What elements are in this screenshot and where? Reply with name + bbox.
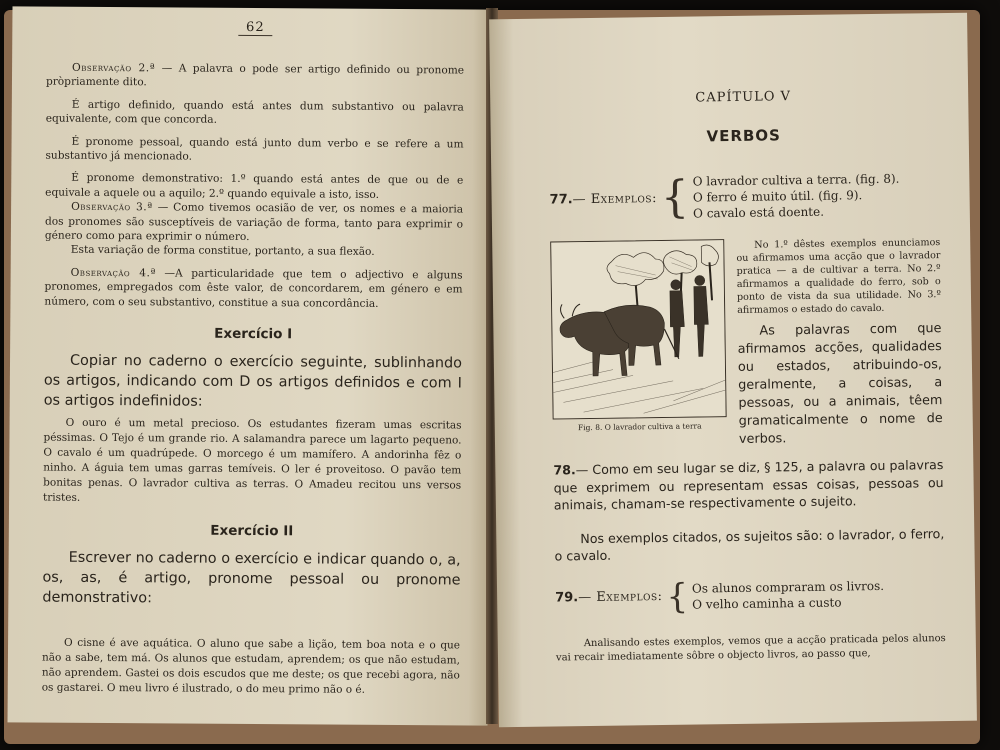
- flexao-line: Esta variação de forma constitue, portanto, a sua flexão.: [70, 244, 375, 259]
- example-line: O lavrador cultiva a terra. (fig. 8).: [692, 171, 900, 189]
- analisando-paragraph: Analisando estes exemplos, vemos que a acção praticada pelos alunos vai recair imediatamente sôbre o objecto livros, ao passo que,: [555, 632, 946, 663]
- section-77-label: [549, 191, 657, 207]
- observation-2: [46, 61, 464, 93]
- page-number-wrap: [46, 15, 464, 52]
- oxen-plough-engraving-icon: [550, 239, 726, 419]
- pronome-demonstrativo-rule: É pronome demonstrativo: 1.º quando está antes de que ou de e equivale a aquele ou a aquilo; 2.º quando equivale a isto, isso.: [45, 172, 464, 201]
- observation-4: [44, 265, 462, 311]
- exercise-2-title: Exercício II: [210, 522, 294, 540]
- figure-block: [550, 236, 943, 451]
- chapter-heading: CAPÍTULO V: [695, 89, 792, 106]
- example-line: Os alunos compraram os livros.: [691, 578, 885, 596]
- left-page: [8, 6, 493, 725]
- section-77-list: [693, 171, 900, 222]
- verbos-definition: As palavras com que afirmamos acções, qualidades ou estados, atribuindo-os, geralmente, a coisas, a pessoas, ou a animais, têem gramaticalmente o nome de verbos.: [737, 321, 943, 447]
- figure-8: [550, 239, 727, 451]
- section-79-number: 79.: [555, 590, 579, 606]
- observation-3-text: — Como tivemos ocasião de ver, os nomes e a maioria dos pronomes são susceptíveis de variação de forma, tanto para exprimir o género como para exprimir o número.: [44, 201, 464, 244]
- example-line: O velho caminha a custo: [692, 595, 842, 612]
- page-number: 62: [238, 20, 273, 36]
- exercise-1-instruction: Copiar no caderno o exercício seguinte, sublinhando os artigos, indicando com D os artigos definidos e com I os artigos indefinidos:: [43, 352, 463, 410]
- observation-2-text: — A palavra o pode ser artigo definido ou pronome pròpriamente dito.: [45, 62, 465, 89]
- chapter-title: VERBOS: [706, 126, 782, 146]
- section-78: [553, 456, 944, 514]
- observation-4-heading: Observação 4.ª: [70, 266, 156, 280]
- section-79-list: [692, 577, 884, 612]
- brace-icon: {: [666, 576, 689, 617]
- section-78-number: 78.: [553, 462, 576, 478]
- exercise-1-title: Exercício I: [214, 325, 293, 343]
- sujeitos-paragraph: Nos exemplos citados, os sujeitos são: o lavrador, o ferro, o cavalo.: [554, 525, 945, 564]
- section-79-label: [555, 589, 663, 605]
- exercise-1-text: O ouro é um metal precioso. Os estudantes fizeram umas escritas péssimas. O Tejo é um grande rio. A salamandra parece um lagarto pequeno. O cavalo é um quadrúpede. O morcego é um mamífero. A andorinha fêz o ninho. A águia tem umas garras temíveis. O ler é proveitoso. O pavão tem bonitas penas. O lavrador cultiva as terras. O Amadeu recitou uns versos tristes.: [43, 416, 462, 504]
- section-78-text: — Como em seu lugar se diz, § 125, a palavra ou palavras que exprimem ou representam essas coisas, pessoas ou animais, chamam-se respectivamente o sujeito.: [553, 457, 944, 513]
- artigo-definido-rule: É artigo definido, quando está antes dum substantivo ou palavra equivalente, com que concorda.: [45, 98, 464, 126]
- example-line: O cavalo está doente.: [693, 204, 825, 221]
- observation-3-heading: Observação 3.ª: [71, 200, 153, 214]
- figure-caption: Fig. 8. O lavrador cultiva a terra: [577, 421, 702, 433]
- section-77-examples: [549, 170, 940, 223]
- observation-3: [45, 200, 463, 246]
- section-79-examples: [555, 576, 945, 615]
- observation-2-heading: Observação 2.ª: [72, 61, 156, 75]
- section-77-number: 77.: [549, 191, 573, 208]
- section-79-exemplos: — Exemplos:: [578, 589, 663, 606]
- observation-4-text: —A particularidade que tem o adjectivo e alguns pronomes, empregados com êste valor, de concordarem, em género e em número, com o seu substantivo, constitue a sua concordância.: [44, 267, 463, 310]
- section-77-exemplos: — Exemplos:: [572, 190, 658, 207]
- figure-side-text: [724, 236, 943, 449]
- exercise-2-instruction: Escrever no caderno o exercício e indicar quando o, a, os, as, é artigo, pronome pessoal ou pronome demonstrativo:: [42, 549, 461, 607]
- brace-icon: {: [660, 171, 690, 223]
- right-page: [489, 13, 977, 728]
- figure-note: No 1.º dêstes exemplos enunciamos ou afirmamos uma acção que o lavrador pratica — a de cultivar a terra. No 2.º afirmamos a qualidade do ferro, sob o ponto de vista da sua utilidade. No 3.º afirmamos o estado do cavalo.: [736, 237, 942, 316]
- exercise-2-text: O cisne é ave aquática. O aluno que sabe a lição, tem boa nota e o que não a sabe, tem má. Os alunos que estudam, aprendem; os que não estudam, não aprendem. Gastei os dois escudos que me deste; os que recebi agora, não os gastarei. O meu livro é ilustrado, o do meu primo não o é.: [41, 636, 461, 696]
- pronome-pessoal-rule: É pronome pessoal, quando está junto dum verbo e se refere a um substantivo já mencionado.: [45, 135, 464, 163]
- example-line: O ferro é muito útil. (fig. 9).: [692, 188, 863, 205]
